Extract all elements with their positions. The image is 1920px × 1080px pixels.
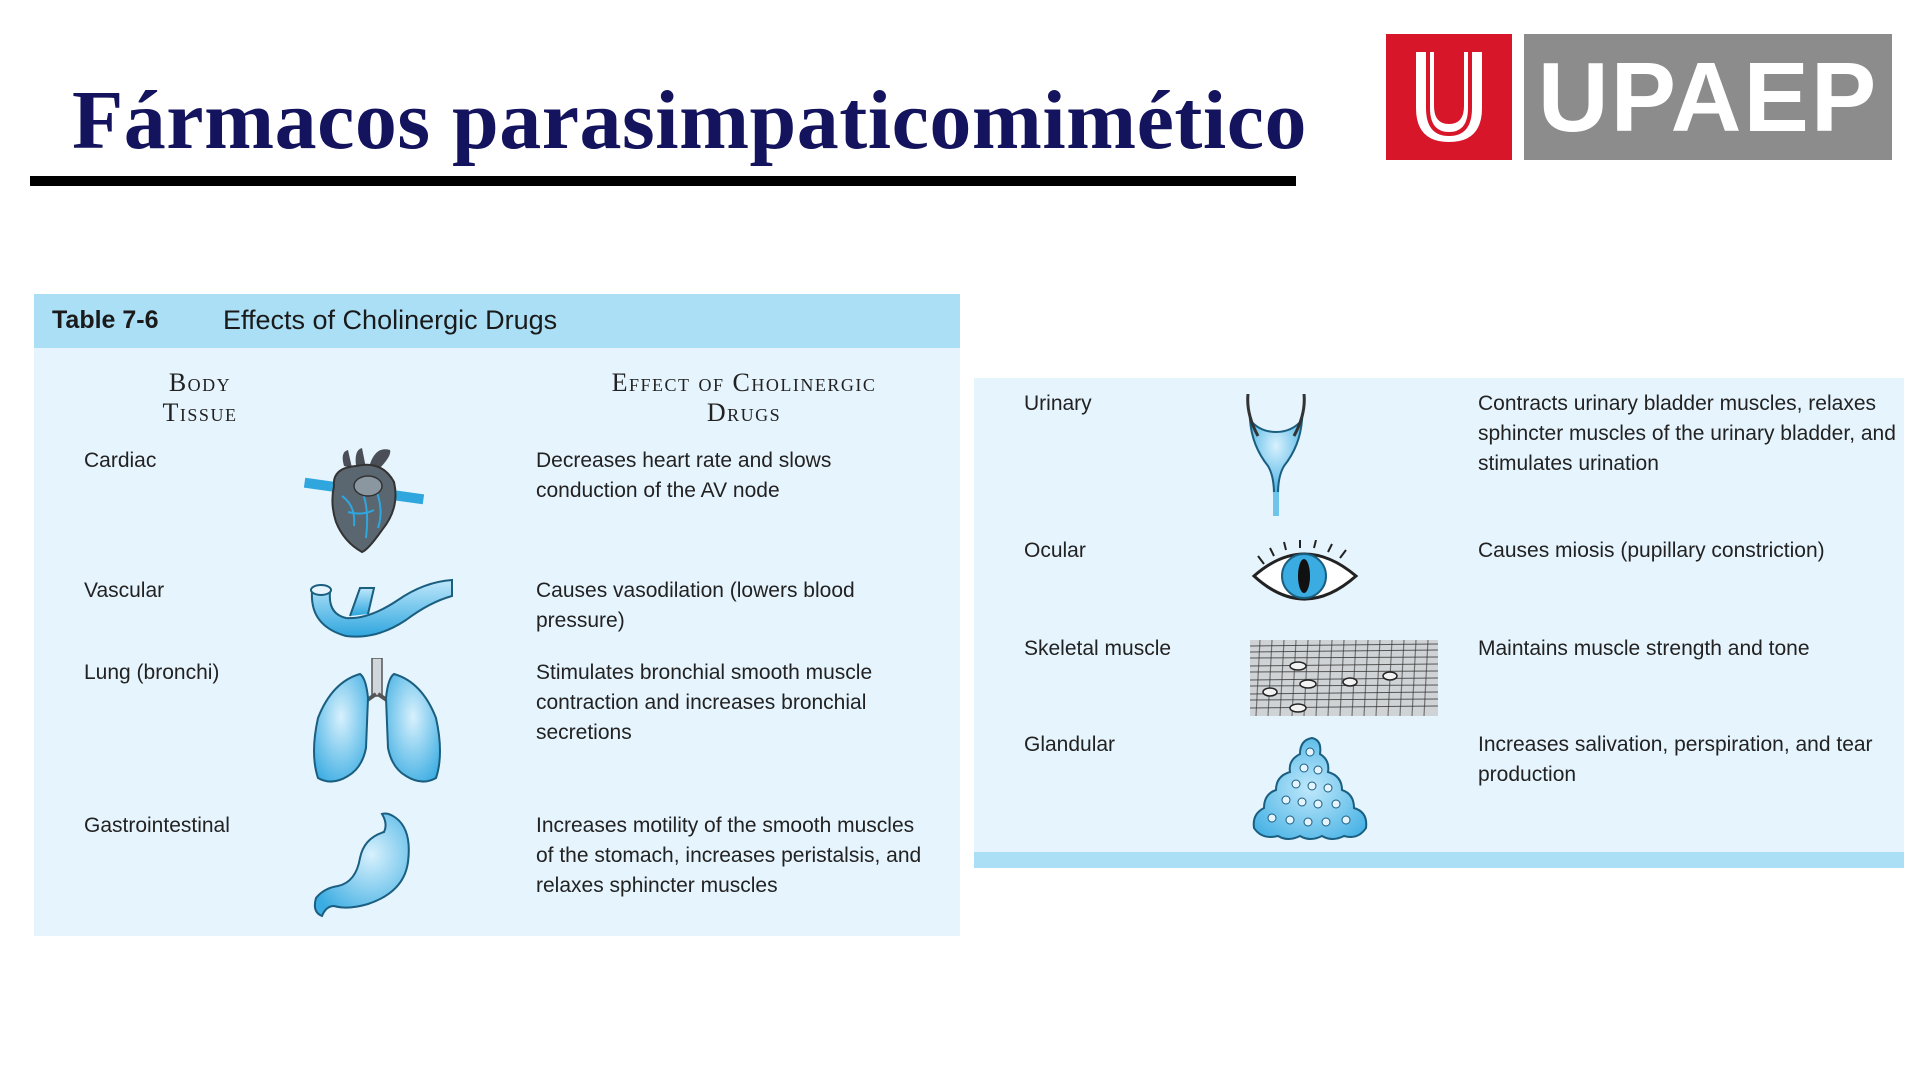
table-caption: Effects of Cholinergic Drugs [223,305,558,335]
lungs-icon [308,658,448,788]
upaep-logo-wordmark: UPAEP [1524,34,1892,160]
column-header-line: Effect of Cholinergic [611,368,877,397]
row-skeletal-muscle-effect: Maintains muscle strength and tone [1478,637,1810,660]
column-header-line: Tissue [162,398,238,427]
column-header-line: Body [168,368,232,397]
upaep-logo-mark [1386,34,1512,160]
blood-vessel-icon [306,574,456,644]
column-header-effect [534,368,954,428]
bladder-icon [1244,394,1308,524]
column-header-line: Drugs [706,398,782,427]
column-header-body-tissue [94,368,306,428]
row-vascular-effect: Causes vasodilation (lowers blood pressure) [536,579,855,632]
table-header [34,294,960,348]
slide-title: Fármacos parasimpaticomimético [72,74,1308,167]
row-lung-tissue: Lung (bronchi) [84,661,220,684]
row-urinary-tissue: Urinary [1024,392,1092,415]
muscle-fiber-icon [1250,640,1438,716]
table-footer-bar [974,852,1904,868]
u-logo-icon [1386,34,1512,160]
stomach-icon [308,810,428,920]
row-ocular-tissue: Ocular [1024,539,1086,562]
gland-icon [1250,736,1376,842]
title-underline [30,176,1296,186]
row-skeletal-muscle-tissue: Skeletal muscle [1024,637,1172,660]
row-gastrointestinal-effect: Increases motility of the smooth muscles of the stomach, increases peristalsis, and relaxes sphincter muscles [536,814,922,897]
row-vascular-tissue: Vascular [84,579,165,602]
row-gastrointestinal-tissue: Gastrointestinal [84,814,230,837]
row-ocular-effect: Causes miosis (pupillary constriction) [1478,539,1825,562]
row-glandular-tissue: Glandular [1024,733,1116,756]
row-cardiac-tissue: Cardiac [84,449,157,472]
row-glandular-effect: Increases salivation, perspiration, and tear production [1478,733,1873,786]
eye-icon [1250,540,1360,614]
table-left-panel [34,294,960,936]
row-urinary-effect: Contracts urinary bladder muscles, relaxes sphincter muscles of the urinary bladder, and stimulates urination [1478,392,1896,475]
heart-icon [304,446,424,556]
table-number: Table 7-6 [52,306,159,334]
row-lung-effect: Stimulates bronchial smooth muscle contraction and increases bronchial secretions [536,661,873,744]
table-right-panel [974,378,1904,868]
row-cardiac-effect: Decreases heart rate and slows conduction of the AV node [536,449,832,502]
